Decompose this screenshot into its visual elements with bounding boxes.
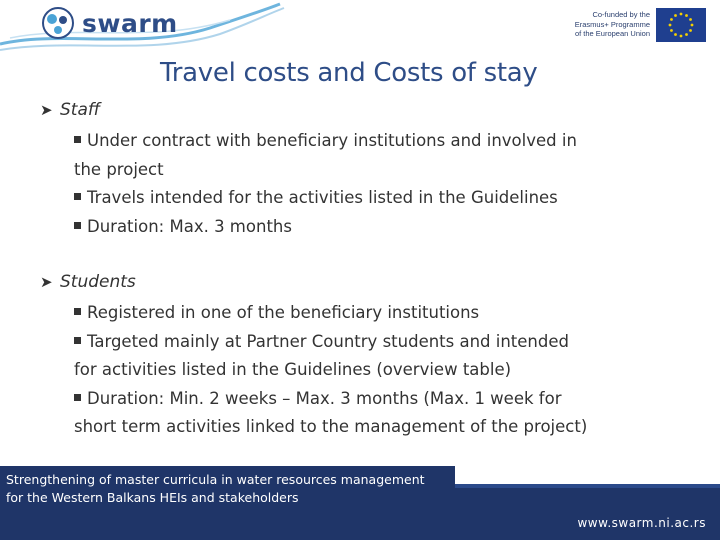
bullet-list-staff (74, 127, 674, 241)
footer-website-link[interactable]: www.swarm.ni.ac.rs (577, 516, 706, 530)
eu-star-icon (685, 14, 688, 17)
list-item: Registered in one of the beneficiary institutions (74, 299, 674, 328)
eu-star-icon (691, 24, 694, 27)
slide-footer (0, 466, 720, 540)
arrow-bullet-icon: ➤ (40, 101, 53, 119)
footer-bar-accent (440, 484, 720, 488)
eu-cofunded-text: Co-funded by the Erasmus+ Programme of the European Union (574, 10, 650, 38)
eu-star-icon (674, 33, 677, 36)
eu-star-icon (689, 29, 692, 32)
eu-star-icon (674, 14, 677, 17)
logo-text: swarm (82, 9, 178, 38)
eu-star-icon (680, 35, 683, 38)
square-bullet-icon (74, 394, 81, 401)
swarm-logo (0, 0, 290, 56)
eu-star-icon (670, 18, 673, 21)
list-item: Travels intended for the activities listed in the Guidelines (74, 184, 674, 213)
section-heading-staff (40, 100, 100, 120)
list-item: Duration: Max. 3 months (74, 213, 674, 242)
eu-cofunded-badge (556, 8, 706, 42)
section-heading-students (40, 272, 136, 292)
list-item-continuation: the project (74, 159, 164, 179)
eu-star-icon (670, 29, 673, 32)
list-item-continuation: for activities listed in the Guidelines (overview table) (74, 360, 512, 379)
list-item-continuation: short term activities linked to the management of the project) (74, 417, 588, 436)
section-heading-label: Students (60, 272, 136, 292)
square-bullet-icon (74, 136, 81, 143)
eu-star-icon (685, 33, 688, 36)
list-item: Targeted mainly at Partner Country students and intended (74, 328, 674, 357)
square-bullet-icon (74, 222, 81, 229)
eu-flag-icon (656, 8, 706, 42)
footer-project-text: Strengthening of master curricula in water resources management for the Western Balkans HEIs and stakeholders (6, 472, 425, 505)
slide-header (0, 0, 720, 60)
arrow-bullet-icon: ➤ (40, 273, 53, 291)
list-item: Under contract with beneficiary institutions and involved in (74, 127, 674, 156)
square-bullet-icon (74, 337, 81, 344)
eu-star-icon (669, 24, 672, 27)
eu-star-icon (689, 18, 692, 21)
slide-title: Travel costs and Costs of stay (160, 58, 538, 88)
footer-panel (0, 466, 455, 540)
section-heading-label: Staff (60, 100, 101, 120)
square-bullet-icon (74, 308, 81, 315)
bullet-list-students (74, 299, 674, 442)
square-bullet-icon (74, 193, 81, 200)
eu-star-icon (680, 13, 683, 16)
list-item: Duration: Min. 2 weeks – Max. 3 months (Max. 1 week for (74, 385, 674, 414)
